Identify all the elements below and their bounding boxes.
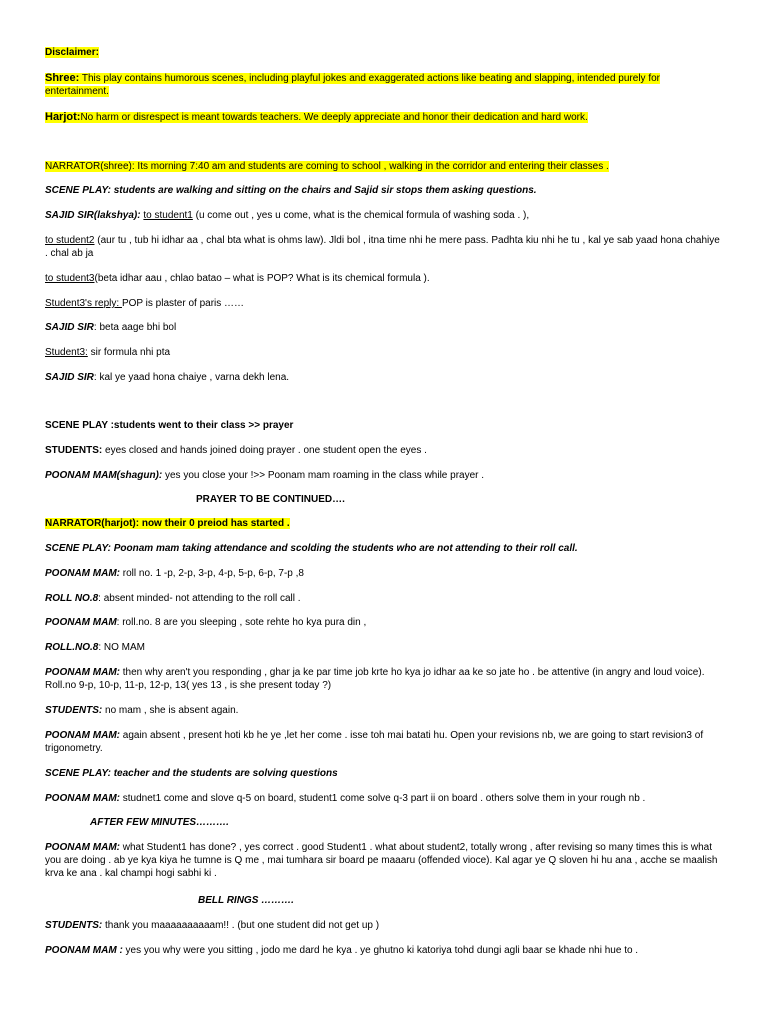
poonam-line-1: POONAM MAM(shagun): yes you close your !>> Poonam mam roaming in the class while prayer . (45, 470, 485, 481)
roll8-line-1: ROLL NO.8: absent minded- not attending to the roll call . (45, 593, 301, 604)
student3-line: Student3: sir formula nhi pta (45, 347, 171, 358)
poonam-line-6: POONAM MAM: studnet1 come and slove q-5 on board, student1 come solve q-3 part ii on board . others solve them in your rough nb . (45, 793, 646, 804)
sajid-line-2: to student2 (aur tu , tub hi idhar aa , chal bta what is ohms law). Jldi bol , itna time nhi he mere pass. Padhta kiu nhi he tu , kal ye sab yaad hona chahiye . chal ab ja (45, 235, 720, 259)
scene-play-2: SCENE PLAY :students went to their class >> prayer (45, 420, 294, 431)
poonam-line-4: POONAM MAM: then why aren't you responding , ghar ja ke par time job krte ho kya jo idhar aa ke so jate ho . be attentive (in angry and loud voice). Roll.no 9-p, 10-p, 11-p, 12-p, 13( yes 13 , is she present today ?) (45, 667, 705, 691)
after-few-minutes: AFTER FEW MINUTES………. (90, 817, 229, 828)
sajid-line-4: SAJID SIR: beta aage bhi bol (45, 322, 177, 333)
students-line-1: STUDENTS: eyes closed and hands joined doing prayer . one student open the eyes . (45, 445, 427, 456)
scene-play-3: SCENE PLAY: Poonam mam taking attendance and scolding the students who are not attending to their roll call. (45, 543, 578, 554)
student3-reply: Student3's reply: POP is plaster of paris …… (45, 298, 245, 309)
poonam-line-8: POONAM MAM : yes you why were you sitting , jodo me dard he kya . ye ghutno ki katoriya tohd dungi agli baar se khade nhi hue to . (45, 945, 639, 956)
disclaimer-harjot: Harjot:No harm or disrespect is meant towards teachers. We deeply appreciate and honor their dedication and hard work. (45, 111, 588, 123)
scene-play-4: SCENE PLAY: teacher and the students are solving questions (45, 768, 338, 779)
scene-play-1: SCENE PLAY: students are walking and sitting on the chairs and Sajid sir stops them asking questions. (45, 185, 537, 196)
disclaimer-shree: Shree: This play contains humorous scenes, including playful jokes and exaggerated actions like beating and slapping, intended purely for entertainment. (45, 72, 660, 97)
prayer-continued: PRAYER TO BE CONTINUED…. (196, 494, 345, 505)
sajid-line-3: to student3(beta idhar aau , chlao batao – what is POP? What is its chemical formula ). (45, 273, 430, 284)
poonam-line-5: POONAM MAM: again absent , present hoti kb he ye ,let her come . isse toh mai batati hu. Open your revisions nb, we are going to start revision3 of trigonometry. (45, 730, 704, 754)
narrator-line-1: NARRATOR(shree): Its morning 7:40 am and students are coming to school , walking in the corridor and entering their classes . (45, 161, 609, 172)
sajid-line-5: SAJID SIR: kal ye yaad hona chaiye , varna dekh lena. (45, 372, 290, 383)
students-line-3: STUDENTS: thank you maaaaaaaaaam!! . (but one student did not get up ) (45, 920, 380, 931)
roll8-line-2: ROLL.NO.8: NO MAM (45, 642, 146, 653)
disclaimer-title: Disclaimer: (45, 47, 99, 58)
narrator-line-2: NARRATOR(harjot): now their 0 preiod has started . (45, 518, 290, 529)
sajid-line-1: SAJID SIR(lakshya): to student1 (u come out , yes u come, what is the chemical formula of washing soda . ), (45, 210, 530, 221)
poonam-line-7: POONAM MAM: what Student1 has done? , yes correct . good Student1 . what about student2, totally wrong , after revising so many times this is what you are doing . ab ye kya kiya he tumne is Q me , mai tumhara sir board pe maaaru (offended vioce). Kal agar ye Q sloven hi hu ana , acche se maalish krva ke ana . kal champi hogi sabhi ki . (45, 842, 718, 879)
students-line-2: STUDENTS: no mam , she is absent again. (45, 705, 239, 716)
poonam-line-2: POONAM MAM: roll no. 1 -p, 2-p, 3-p, 4-p, 5-p, 6-p, 7-p ,8 (45, 568, 304, 579)
poonam-line-3: POONAM MAM: roll.no. 8 are you sleeping , sote rehte ho kya pura din , (45, 617, 367, 628)
bell-rings: BELL RINGS ………. (198, 895, 294, 906)
